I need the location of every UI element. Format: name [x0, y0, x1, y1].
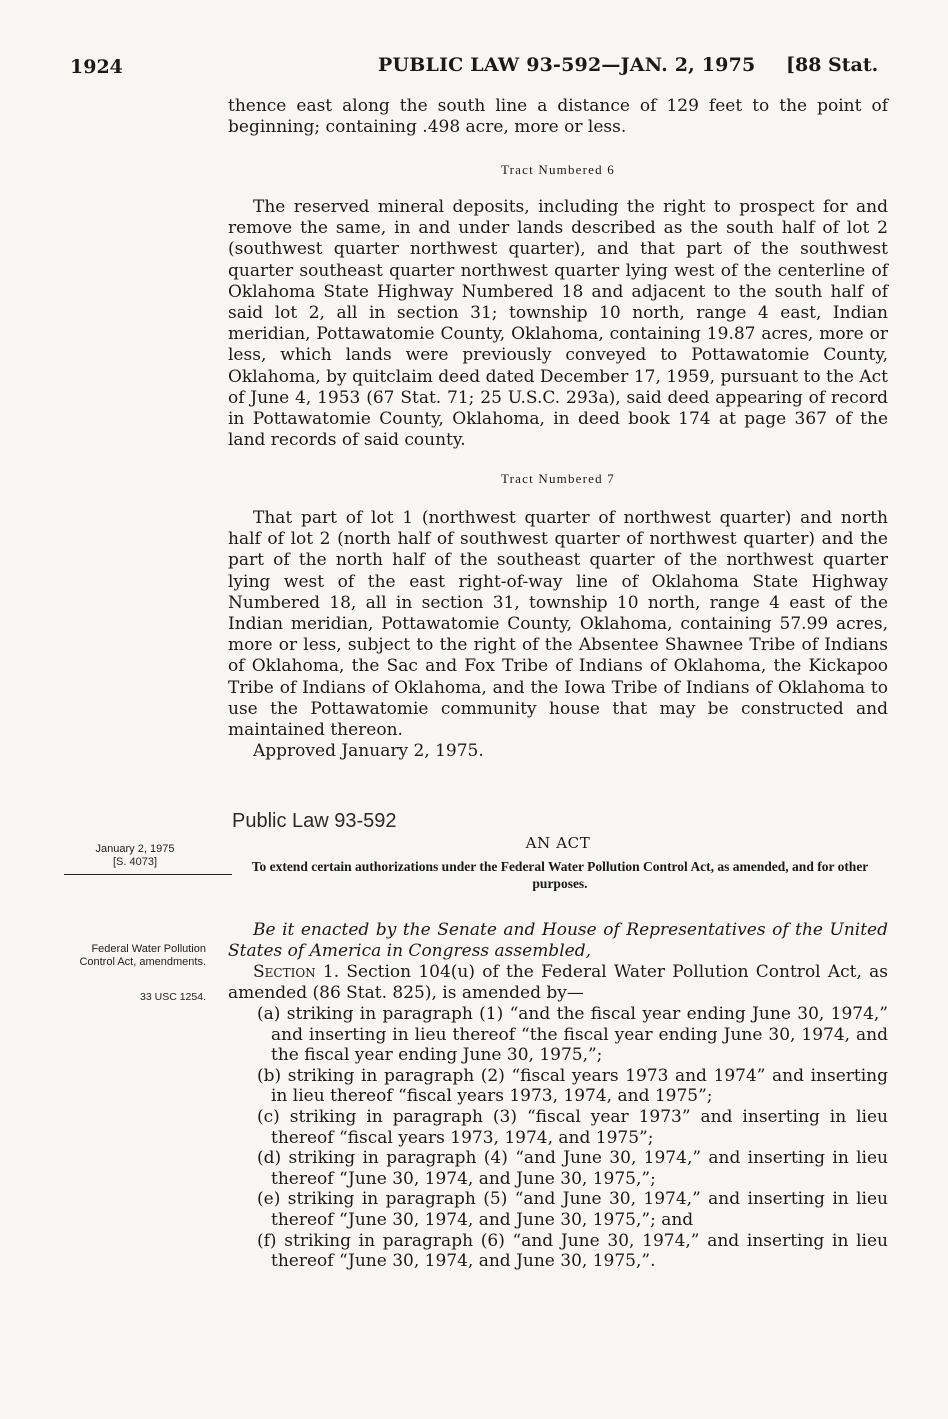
margin-date: January 2, 1975	[95, 843, 175, 855]
amendment-item: (d) striking in paragraph (4) “and June 30, 1974,” and inserting in lieu thereof “June 30, 1974, and June 30, 1975,”;	[257, 1148, 888, 1189]
running-title: PUBLIC LAW 93-592—JAN. 2, 1975	[378, 54, 756, 76]
amendment-item: (c) striking in paragraph (3) “fiscal year 1973” and inserting in lieu thereof “fiscal years 1973, 1974, and 1975”;	[257, 1106, 888, 1148]
statute-reference: [88 Stat.	[786, 54, 879, 76]
tract-7-heading: Tract Numbered 7	[500, 471, 616, 486]
tract-6-heading-block	[228, 162, 888, 178]
amendment-item: (b) striking in paragraph (2) “fiscal years 1973 and 1974” and inserting in lieu thereof “fiscal years 1973, 1974, and 1975”;	[257, 1065, 888, 1107]
page-number: 1924	[70, 56, 123, 78]
amendment-item: (f) striking in paragraph (6) “and June 30, 1974,” and inserting in lieu thereof “June 30, 1974, and June 30, 1975,”.	[257, 1230, 888, 1272]
margin-rule	[64, 874, 232, 875]
public-law-title: Public Law 93-592	[232, 810, 397, 832]
tract-7-heading-block	[228, 471, 888, 487]
tract-6-heading: Tract Numbered 6	[500, 162, 616, 177]
margin-topic-note: Federal Water Pollution Control Act, amendments.	[79, 943, 206, 968]
tract-7-block	[228, 508, 888, 761]
act-body	[228, 920, 888, 1272]
amendment-item: (a) striking in paragraph (1) “and the fiscal year ending June 30, 1974,” and inserting in lieu thereof “the fiscal year ending June 30, 1974, and the fiscal year ending June 30, 1975,”;	[257, 1004, 888, 1066]
tract-6-paragraph: The reserved mineral deposits, including the right to prospect for and remove the same, in and under lands described as the south half of lot 2 (southwest quarter northwest quarter), and that part of the southwest quarter southeast quarter northwest quarter lying west of the centerline of Oklahoma State Highway Numbered 18 and adjacent to the south half of said lot 2, all in section 31; township 10 north, range 4 east, Indian meridian, Pottawatomie County, Oklahoma, containing 19.87 acres, more or less, which lands were previously conveyed to Pottawatomie County, Oklahoma, by quitclaim deed dated December 17, 1959, pursuant to the Act of June 4, 1953 (67 Stat. 71; 25 U.S.C. 293a), said deed appearing of record in Pottawatomie County, Oklahoma, in deed book 174 at page 367 of the land records of said county.	[228, 197, 888, 451]
enacting-clause: Be it enacted by the Senate and House of Representatives of the United States of America in Congress assembled,	[228, 920, 888, 961]
section-text: Section 104(u) of the Federal Water Pollution Control Act, as amended (86 Stat. 825), is amended by—	[228, 962, 888, 1003]
act-purpose: To extend certain authorizations under the Federal Water Pollution Control Act, as amended, and for other purposes.	[251, 859, 869, 891]
section-label: Section 1.	[253, 962, 340, 982]
opening-paragraph: thence east along the south line a distance of 129 feet to the point of beginning; containing .498 acre, more or less.	[228, 96, 888, 138]
margin-bill-number: [S. 4073]	[112, 856, 158, 868]
an-act-heading: AN ACT	[525, 834, 591, 852]
amendment-item: (e) striking in paragraph (5) “and June 30, 1974,” and inserting in lieu thereof “June 30, 1974, and June 30, 1975,”; and	[257, 1189, 888, 1230]
section-1	[228, 962, 888, 1004]
opening-paragraph-block	[228, 96, 888, 138]
approval-date: Approved January 2, 1975.	[253, 741, 484, 762]
margin-usc-note: 33 USC 1254.	[140, 991, 206, 1003]
tract-7-paragraph: That part of lot 1 (northwest quarter of northwest quarter) and north half of lot 2 (north half of southwest quarter of northwest quarter) and the part of the north half of the southeast quarter of the northwest quarter lying west of the east right-of-way line of Oklahoma State Highway Numbered 18, all in section 31, township 10 north, range 4 east of the Indian meridian, Pottawatomie County, Oklahoma, containing 57.99 acres, more or less, subject to the right of the Absentee Shawnee Tribe of Indians of Oklahoma, the Sac and Fox Tribe of Indians of Oklahoma, the Kickapoo Tribe of Indians of Oklahoma, and the Iowa Tribe of Indians of Oklahoma to use the Pottawatomie community house that may be constructed and maintained thereon.	[228, 508, 888, 741]
tract-6-block	[228, 197, 888, 451]
